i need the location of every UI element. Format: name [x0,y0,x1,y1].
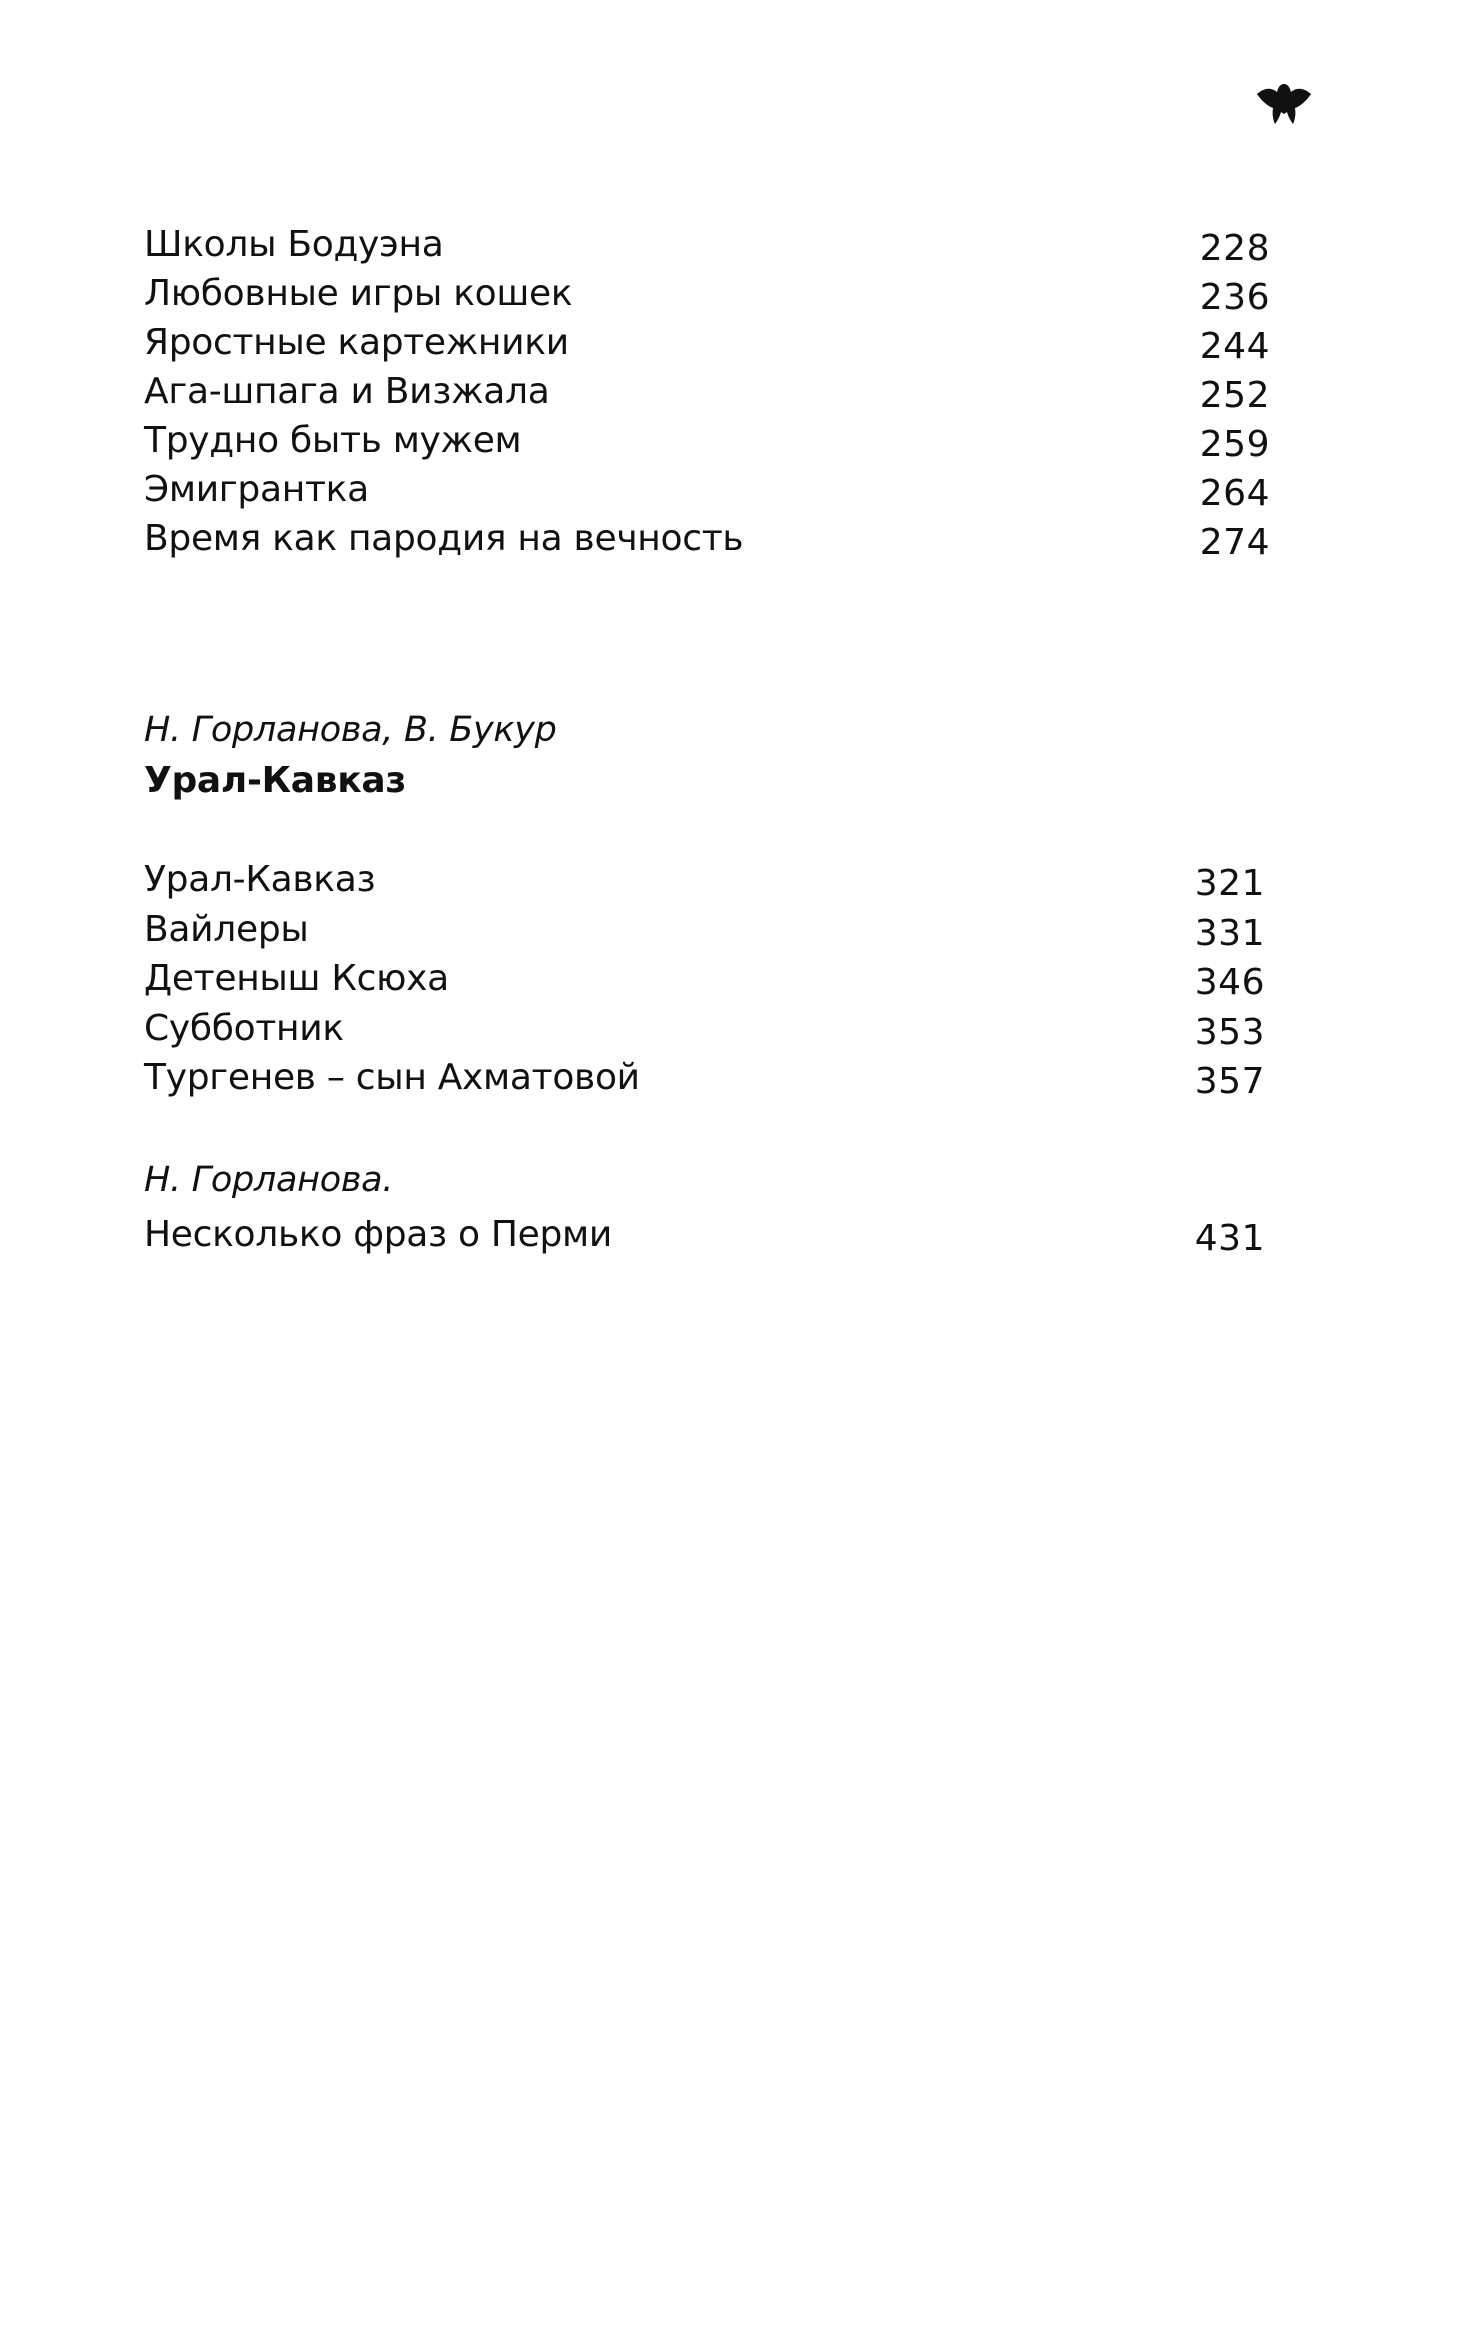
section-authors: Н. Горланова, В. Букур [144,710,557,750]
toc-entry-title: Детеныш Ксюха [144,958,449,999]
toc-entry-title: Эмигрантка [144,469,369,510]
toc-entry-title: Яростные картежники [144,322,569,363]
toc-entry-page: 431 [1194,1218,1265,1259]
toc-entry [140,1004,1270,1054]
toc-list-part1 [140,220,1270,563]
toc-entry [140,367,1270,416]
toc-entry-title: Несколько фраз о Перми [144,1214,612,1255]
toc-entry-page: 274 [1199,522,1270,563]
toc-entry [140,855,1270,905]
toc-entry-title: Время как пародия на вечность [144,518,744,559]
toc-entry [140,416,1270,465]
toc-entry-page: 321 [1194,863,1265,904]
toc-entry-title: Школы Бодуэна [144,224,444,265]
toc-entry-page: 346 [1194,962,1265,1003]
section-author: Н. Горланова. [144,1160,394,1200]
toc-entry-title: Вайлеры [144,908,309,950]
toc-entry-page: 264 [1199,473,1270,514]
toc-entry [140,269,1270,318]
toc-entry [140,318,1270,367]
toc-entry-title: Трудно быть мужем [144,420,522,461]
toc-entry-title: Урал-Кавказ [144,859,376,900]
toc-list-ural-kavkaz [140,855,1270,1103]
toc-entry [140,514,1270,563]
toc-entry-page: 236 [1199,277,1270,318]
toc-entry-page: 259 [1199,424,1270,465]
toc-entry [140,1210,1270,1259]
bird-silhouette-icon [1255,78,1313,126]
toc-entry-page: 331 [1194,912,1265,954]
toc-entry-page: 252 [1199,375,1270,416]
toc-entry [140,905,1270,955]
toc-list-perm [140,1210,1270,1259]
toc-entry-page: 244 [1199,326,1270,367]
toc-entry [140,465,1270,514]
toc-entry [140,1053,1270,1103]
toc-entry-page: 353 [1194,1011,1265,1053]
toc-entry-title: Субботник [144,1007,344,1049]
toc-entry-title: Ага-шпага и Визжала [144,371,550,412]
toc-entry-page: 357 [1194,1061,1265,1102]
toc-entry [140,220,1270,269]
toc-entry-title: Тургенев – сын Ахматовой [144,1057,640,1098]
toc-entry-title: Любовные игры кошек [144,273,573,314]
toc-entry-page: 228 [1199,228,1270,269]
section-title: Урал-Кавказ [144,760,406,801]
toc-entry [140,954,1270,1004]
